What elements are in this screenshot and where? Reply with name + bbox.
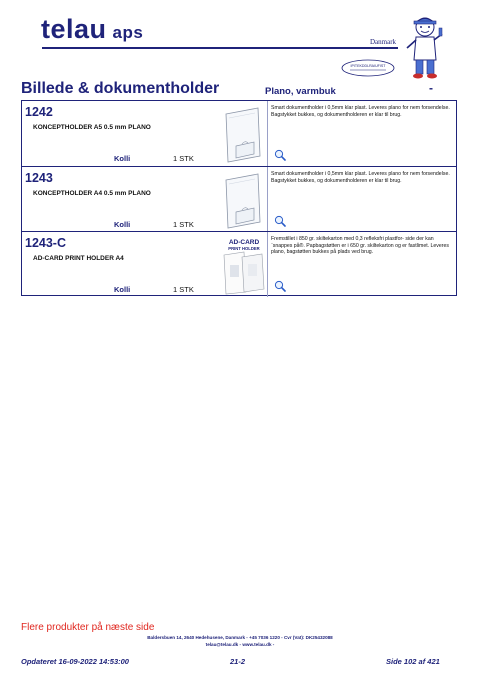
page-number: Side 102 af 421 [386,657,440,666]
brand-suffix: aps [112,23,144,42]
address-line: Baldersbuen 14, 2640 Hedehusene, Danmark - +45 7036 1220 - Cvr (Vat): DK25432088 [147,635,333,640]
quantity: 1 STK [173,154,194,163]
product-description: Smart dokumentholder i 0,5mm klar plast. Leveres plano for nem forsendelse. Bagstykket bukkes, og dokumentholderen er klar til brug. [271,105,450,118]
company-address [0,634,480,648]
magnifier-icon[interactable] [274,280,286,292]
association-logo-text: IPITEKDDLRAIUFIST [350,64,386,68]
product-row [22,231,456,296]
product-name: AD-CARD PRINT HOLDER A4 [33,255,124,262]
column-divider [267,167,268,232]
quantity: 1 STK [173,220,194,229]
unit-label: Kolli [114,154,131,163]
product-row [22,166,456,231]
unit-label: Kolli [114,285,131,294]
updated-timestamp: Opdateret 16-09-2022 14:53:00 [21,657,129,666]
acrylic-document-holder-image [214,104,274,164]
magnifier-icon[interactable] [274,149,286,161]
ad-card-print-holder-image [214,235,274,295]
column-divider [267,101,268,166]
section-page-code: 21-2 [230,657,246,666]
quantity: 1 STK [173,285,194,294]
contact-line: telau@telau.dk - www.telau.dk - [205,642,275,647]
product-name: KONCEPTHOLDER A4 0.5 mm PLANO [33,190,151,197]
product-description: Smart dokumentholder i 0,5mm klar plast. Leveres plano for nem forsendelse. Bagstykket bukkes, og dokumentholderen er klar til brug. [271,171,450,184]
magnifier-icon[interactable] [274,215,286,227]
product-table [21,100,457,296]
more-products-note: Flere produkter på næste side [21,622,155,633]
product-code: 1242 [25,105,53,119]
product-name: KONCEPTHOLDER A5 0.5 mm PLANO [33,124,151,131]
section-subtitle: Plano, varmbuk [265,86,336,97]
country-label: Danmark [370,38,397,46]
column-divider [267,232,268,297]
product-description: Fremstillet i 850 gr. skiltekarton med 0,3 refleksfri plastfor- side der kan ¨snappes på®. Papbagstøtten er i 650 gr. skiltekarton og er fastlimet. Leveres plano, bagstøtten bukkes på plads ved brug. [271,236,449,256]
association-logo [340,58,396,78]
product-row [22,101,456,166]
unit-label: Kolli [114,220,131,229]
brand-logo [41,14,143,45]
header-rule [42,47,398,49]
product-code: 1243-C [25,236,66,250]
section-dash: - [429,81,433,95]
section-title: Billede & dokumentholder [21,80,220,97]
acrylic-document-holder-image [214,170,274,230]
ad-card-image-title: AD-CARD [228,239,260,246]
ad-card-image-subtitle: PRINT HOLDER [228,246,260,251]
mascot-illustration [405,14,445,82]
product-code: 1243 [25,171,53,185]
brand-name: telau [41,14,107,44]
